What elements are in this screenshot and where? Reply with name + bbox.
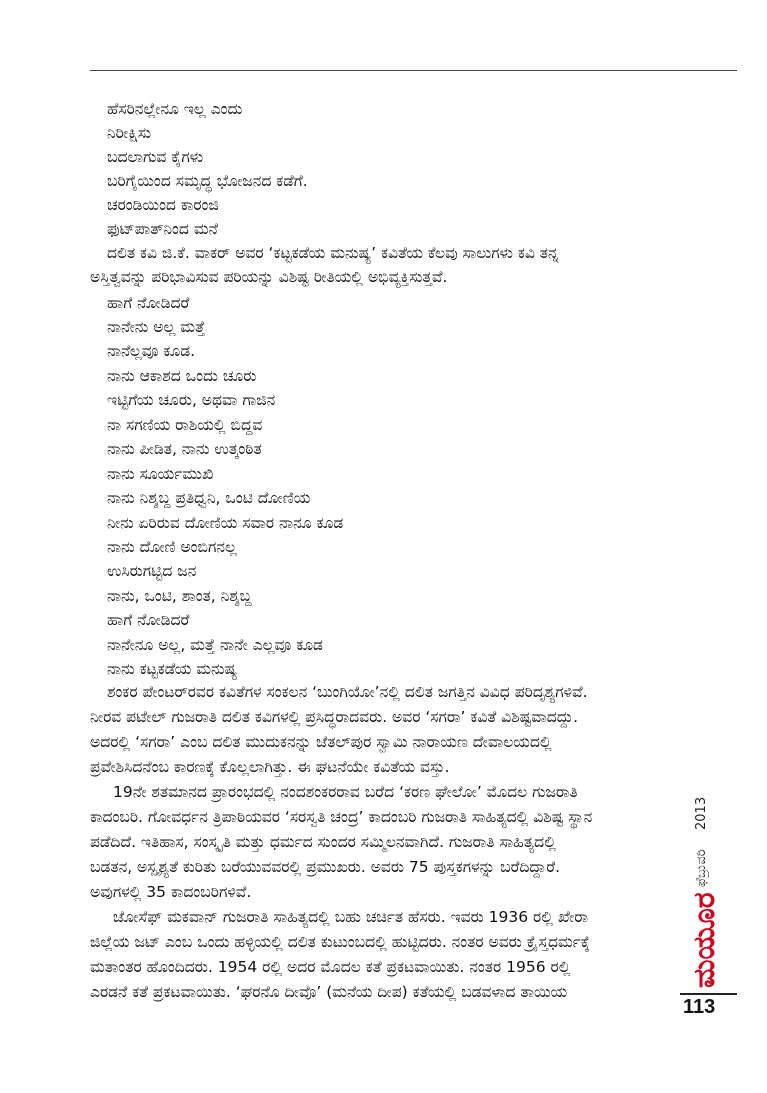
paragraph-line: ಪಡೆದಿದೆ. ಇತಿಹಾಸ, ಸಂಸ್ಕೃತಿ ಮತ್ತು ಧರ್ಮದ ಸುಂದರ ಸಮ್ಮಿಲನವಾಗಿದೆ. ಗುಜರಾತಿ ಸಾಹಿತ್ಯದಲ್ಲಿ (90, 833, 556, 851)
poem-line: ಹಾಗೆ ನೋಡಿದರೆ (107, 294, 190, 312)
paragraph-line: ಪ್ರವೇಶಿಸಿದನೆಂಬ ಕಾರಣಕ್ಕೆ ಕೊಲ್ಲಲಾಗಿತ್ತು. ಈ ಘಟನೆಯೇ ಕವಿತೆಯ ವಸ್ತು. (90, 758, 450, 776)
poem-line: ನಾನು ಸೂರ್ಯಮುಖಿ (107, 465, 214, 483)
poem-line: ನಾನೇನೂ ಅಲ್ಲ, ಮತ್ತೆ ನಾನೇ ಎಲ್ಲವೂ ಕೂಡ (107, 636, 323, 654)
poem-line: ನಾನು ದೋಣಿ ಅಂಬಿಗನಲ್ಲ (107, 538, 237, 556)
poem-line: ಚರಂಡಿಯಿಂದ ಕಾರಂಜಿ (107, 196, 219, 214)
paragraph-line: ಜಿಲ್ಲೆಯ ಜಟ್ ಎಂಬ ಒಂದು ಹಳ್ಳಿಯಲ್ಲಿ ದಲಿತ ಕುಟುಂಬದಲ್ಲಿ ಹುಟ್ಟಿದರು. ನಂತರ ಅವರು ಕ್ರೈಸ್ತಧರ್ಮಕ್ಕೆ (90, 933, 590, 951)
paragraph-line: ಮತಾಂತರ ಹೊಂದಿದರು. 1954 ರಲ್ಲಿ ಅದರ ಮೊದಲ ಕತೆ ಪ್ರಕಟವಾಯಿತು. ನಂತರ 1956 ರಲ್ಲಿ (90, 958, 571, 976)
poem-line: ಹೆಸರಿನಲ್ಲೇನೂ ಇಲ್ಲ ಎಂದು (107, 100, 243, 118)
paragraph-line: ಅವುಗಳಲ್ಲಿ 35 ಕಾದಂಬರಿಗಳಿವೆ. (90, 883, 252, 901)
issue-year: 2013 (694, 796, 709, 830)
paragraph-line: ಅದರಲ್ಲಿ ‘ಸಗರಾ’ ಎಂಬ ದಲಿತ ಮುದುಕನನ್ನು ಜೆತಲ್‌ಪುರ ಸ್ವಾಮಿ ನಾರಾಯಣ ದೇವಾಲಯದಲ್ಲಿ (90, 733, 552, 751)
paragraph-line: ನೀರವ ಪಟೇಲ್ ಗುಜರಾತಿ ದಲಿತ ಕವಿಗಳಲ್ಲಿ ಪ್ರಸಿದ್ಧರಾದವರು. ಅವರ ‘ಸಗರಾ’ ಕವಿತೆ ವಿಶಿಷ್ಟವಾದದ್ದು. (90, 708, 579, 726)
paragraph-line: ಅಸ್ತಿತ್ವವನ್ನು ಪರಿಭಾವಿಸುವ ಪರಿಯನ್ನು ವಿಶಿಷ್ಟ ರೀತಿಯಲ್ಲಿ ಅಭಿವ್ಯಕ್ತಿಸುತ್ತವೆ. (90, 268, 448, 286)
poem-line: ಇಟ್ಟಿಗೆಯ ಚೂರು, ಅಥವಾ ಗಾಜಿನ (107, 391, 276, 409)
page-number-divider (680, 993, 737, 995)
poem-line: ನಾ ಸಗಣಿಯ ರಾಶಿಯಲ್ಲಿ ಬಿದ್ದವ (107, 416, 263, 434)
paragraph-line: ಬಡತನ, ಅಸ್ಪೃಶ್ಯತೆ ಕುರಿತು ಬರೆಯುವವರಲ್ಲಿ ಪ್ರಮುಖರು. ಅವರು 75 ಪುಸ್ತಕಗಳನ್ನು ಬರೆದಿದ್ದಾರೆ. (90, 858, 561, 876)
magazine-logo: ಮಯೂರ (687, 892, 722, 988)
paragraph-line: ಶಂಕರ ಪೇಂಟರ್‌ರವರ ಕವಿತೆಗಳ ಸಂಕಲನ ‘ಬುಂಗಿಯೋ’ನಲ್ಲಿ ದಲಿತ ಜಗತ್ತಿನ ವಿವಿಧ ಪರಿದೃಶ್ಯಗಳಿವೆ. (107, 683, 588, 701)
poem-line: ನಾನು ಪೀಡಿತ, ನಾನು ಉತ್ಕಂಠಿತ (107, 440, 262, 458)
paragraph-line: ದಲಿತ ಕವಿ ಜಿ.ಕೆ. ವಾಕರ್ ಅವರ ‘ಕಟ್ಟಕಡೆಯ ಮನುಷ್ಯ’ ಕವಿತೆಯ ಕೆಲವು ಸಾಲುಗಳು ಕವಿ ತನ್ನ (107, 244, 559, 262)
paragraph-line: ಕಾದಂಬರಿ. ಗೋವರ್ಧನ ತ್ರಿಪಾಠಿಯವರ ‘ಸರಸ್ವತಿ ಚಂದ್ರ’ ಕಾದಂಬರಿ ಗುಜರಾತಿ ಸಾಹಿತ್ಯದಲ್ಲಿ ವಿಶಿಷ್ಟ ಸ್ಥಾನ (90, 808, 593, 826)
poem-line: ಉಸಿರುಗಟ್ಟಿದ ಜನ (107, 562, 197, 580)
issue-month: ಫೆಬ್ರುವರಿ (694, 849, 709, 887)
page-number: 113 (683, 996, 716, 1018)
paragraph-line: ಜೋಸೆಫ್ ಮಕವಾನ್ ಗುಜರಾತಿ ಸಾಹಿತ್ಯದಲ್ಲಿ ಬಹು ಚರ್ಚಿತ ಹೆಸರು. ಇವರು 1936 ರಲ್ಲಿ ಖೇರಾ (113, 908, 588, 926)
paragraph-line: 19ನೇ ಶತಮಾನದ ಪ್ರಾರಂಭದಲ್ಲಿ ನಂದಶಂಕರರಾವ ಬರೆದ ‘ಕರಣ ಘೇಲೋ’ ಮೊದಲ ಗುಜರಾತಿ (113, 783, 578, 801)
paragraph-line: ಎರಡನೆ ಕತೆ ಪ್ರಕಟವಾಯಿತು. ‘ಘರನೊ ದೀವೊ’ (ಮನೆಯ ದೀಪ) ಕತೆಯಲ್ಲಿ ಬಡವಳಾದ ತಾಯಿಯ (90, 983, 568, 1001)
poem-line: ನಾನೆಲ್ಲವೂ ಕೂಡ. (107, 342, 196, 360)
poem-line: ಹಾಗೆ ನೋಡಿದರೆ (107, 611, 190, 629)
top-divider (90, 70, 737, 71)
poem-line: ನಾನು, ಒಂಟಿ, ಶಾಂತ, ನಿಶ್ಶಬ್ದ (107, 587, 252, 605)
poem-line: ನಾನು ಕಟ್ಟಕಡೆಯ ಮನುಷ್ಯ (107, 660, 238, 678)
poem-line: ನಾನು ಆಕಾಶದ ಒಂದು ಚೂರು (107, 367, 257, 385)
poem-line: ಬರಿಗೈಯಿಂದ ಸಮೃದ್ಧ ಭೋಜನದ ಕಡೆಗೆ. (107, 172, 308, 190)
poem-line: ನೀನು ಏರಿರುವ ದೋಣಿಯ ಸವಾರ ನಾನೂ ಕೂಡ (107, 514, 344, 532)
poem-line: ನಿರೀಕ್ಷಿಸು (107, 124, 152, 142)
poem-line: ನಾನು ನಿಶ್ಶಬ್ದ ಪ್ರತಿಧ್ವನಿ, ಒಂಟಿ ದೋಣಿಯ (107, 489, 311, 507)
poem-line: ನಾನೇನು ಅಲ್ಲ ಮತ್ತೆ (107, 318, 206, 336)
poem-line: ಬದಲಾಗುವ ಕೈಗಳು (107, 148, 204, 166)
poem-line: ಫುಟ್‌ಪಾತ್‌ನಿಂದ ಮನೆ (107, 220, 218, 238)
